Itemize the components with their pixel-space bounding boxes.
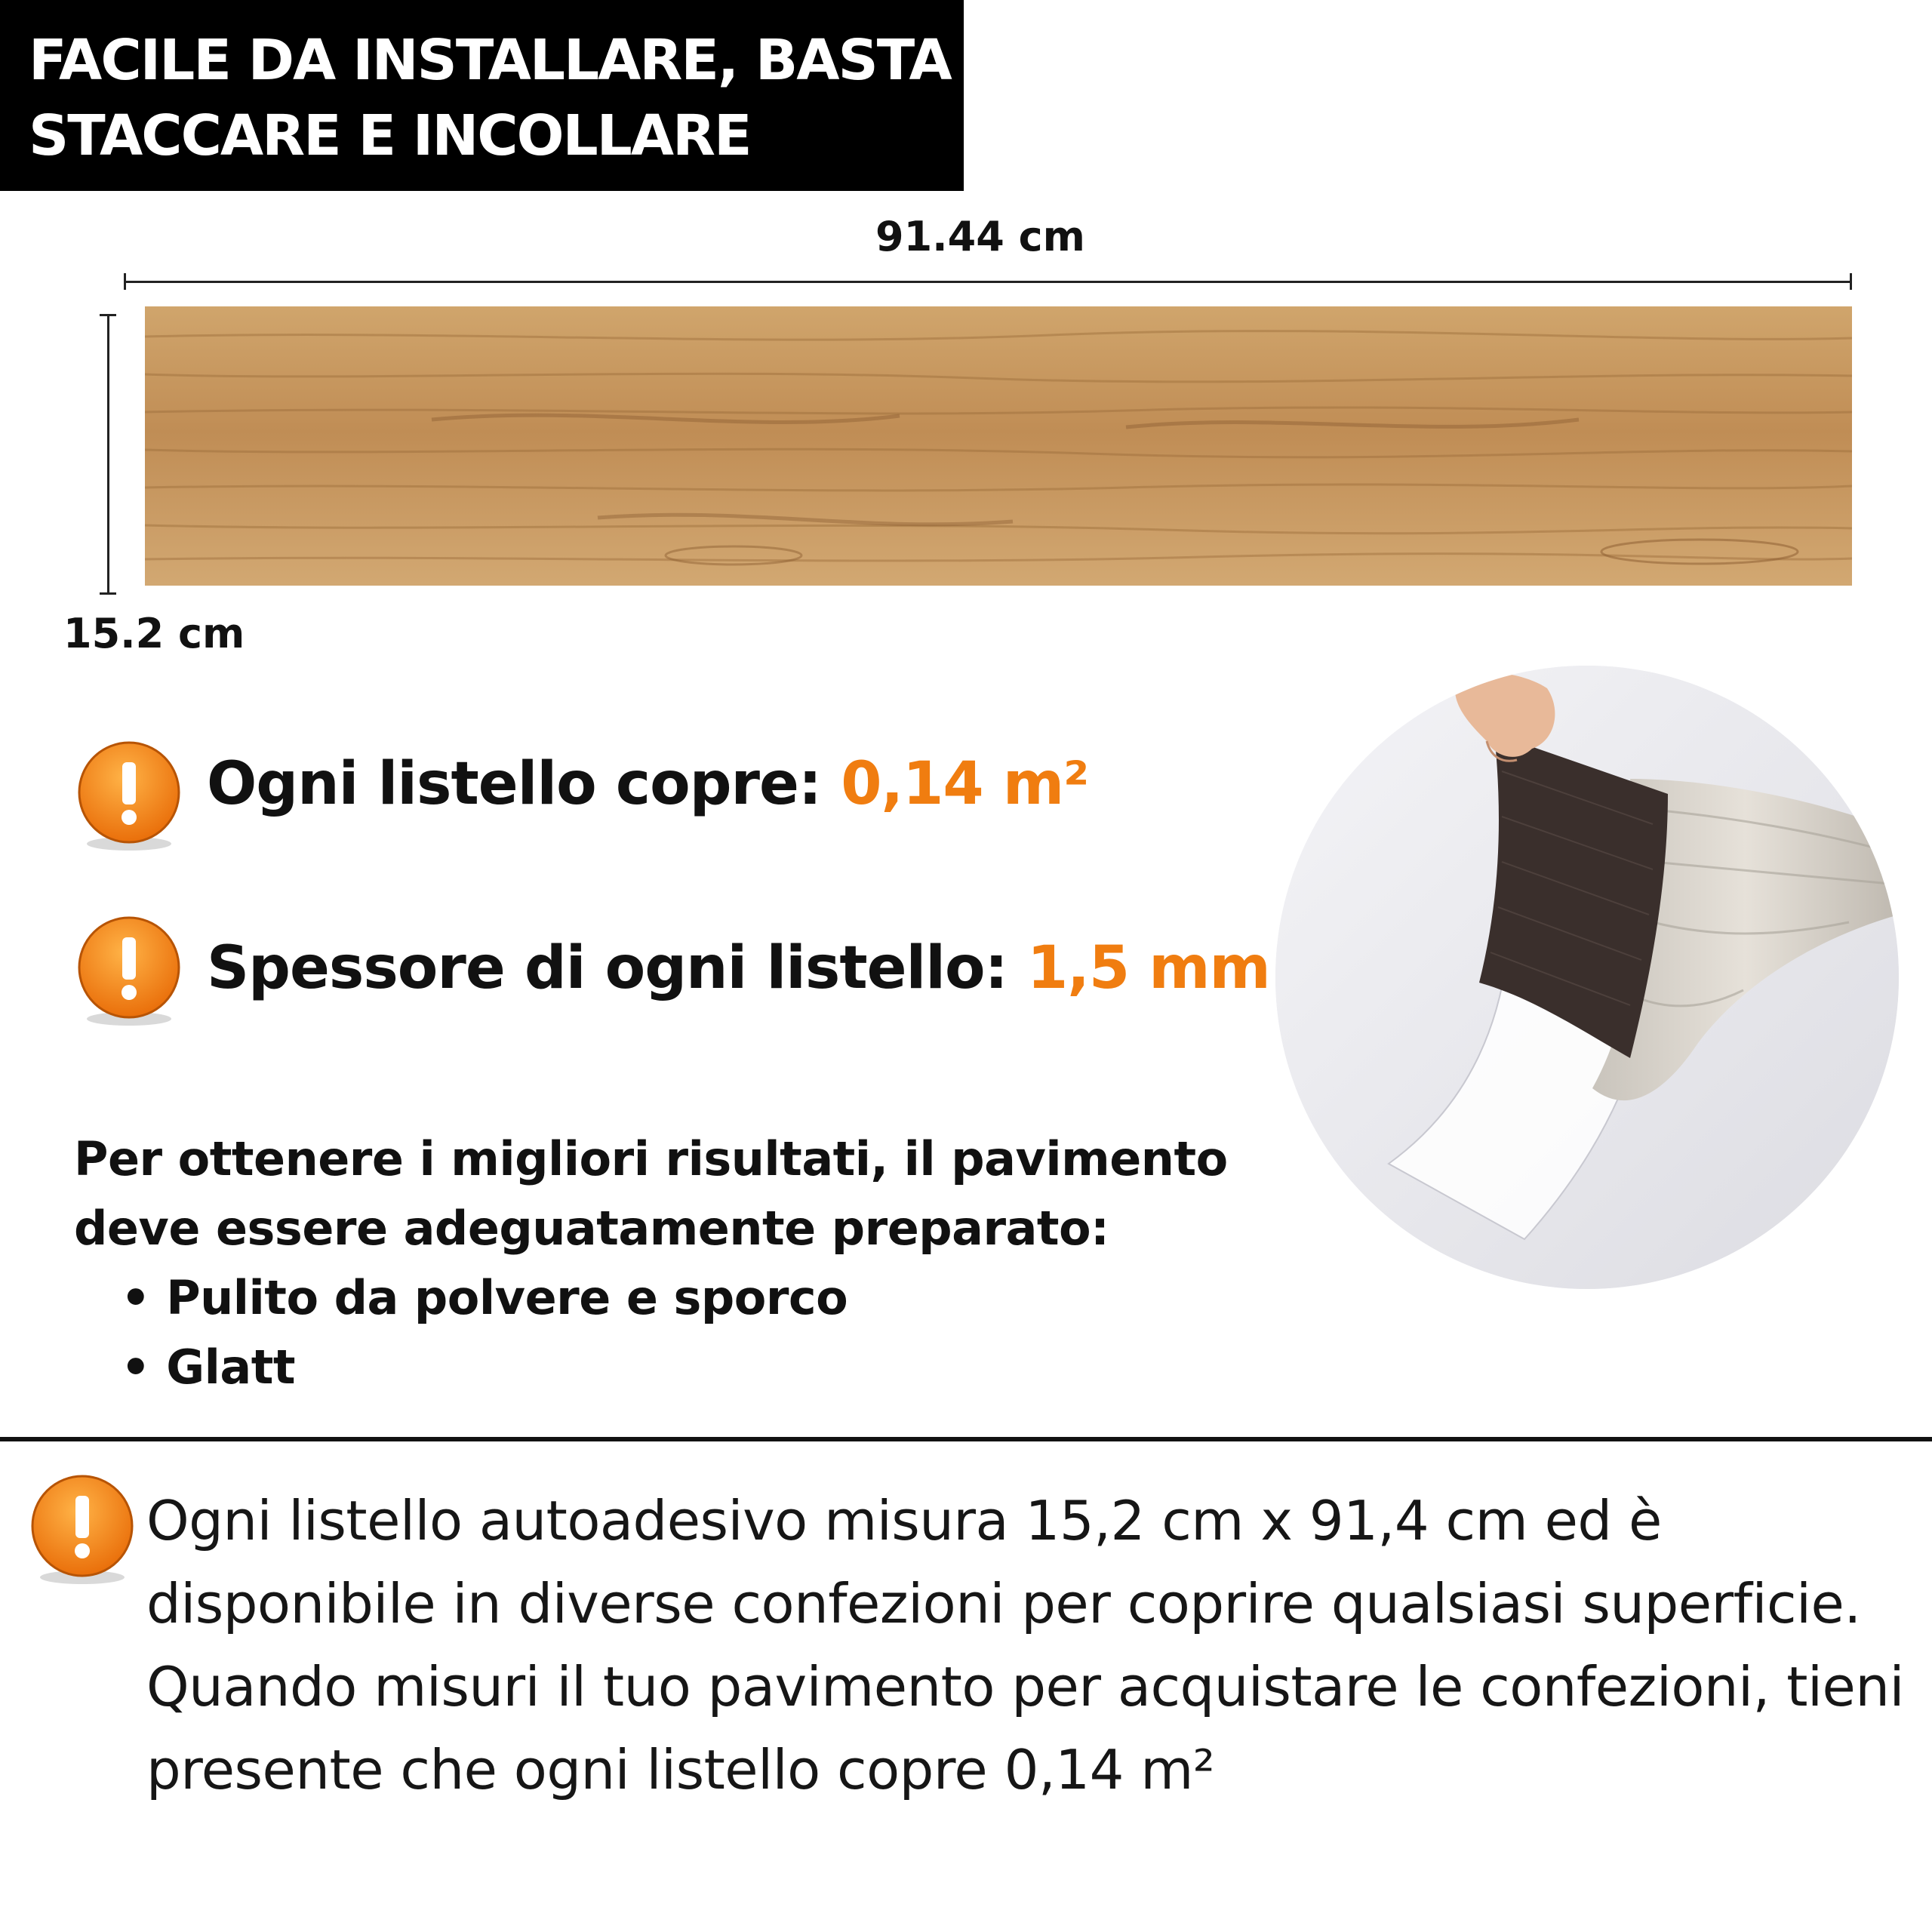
thickness-label: Spessore di ogni listello: <box>207 934 1027 1002</box>
coverage-value: 0,14 m² <box>841 750 1089 818</box>
length-label: 91.44 cm <box>875 213 1085 260</box>
coverage-label: Ogni listello copre: <box>207 750 841 818</box>
warning-icon <box>72 915 186 1028</box>
length-cap-left <box>124 273 126 290</box>
length-dimension-line <box>124 281 1852 283</box>
width-label: 15.2 cm <box>63 610 245 657</box>
width-cap-top <box>100 314 116 316</box>
preparation-item: • Glatt <box>121 1333 1228 1402</box>
thickness-value: 1,5 mm <box>1026 934 1270 1002</box>
preparation-block <box>74 1124 1228 1402</box>
peel-and-stick-photo <box>1275 666 1899 1289</box>
header-banner <box>0 0 964 191</box>
width-cap-bottom <box>100 592 116 595</box>
warning-icon <box>72 740 186 853</box>
section-divider <box>0 1437 1932 1441</box>
preparation-intro-1: Per ottenere i migliori risultati, il pavimento <box>74 1131 1228 1186</box>
preparation-item: • Pulito da polvere e sporco <box>121 1263 1228 1333</box>
thickness-feature <box>207 934 1270 1002</box>
banner-line-1: FACILE DA INSTALLARE, BASTA <box>29 28 951 93</box>
coverage-feature <box>207 750 1088 818</box>
product-note: Ogni listello autoadesivo misura 15,2 cm x 91,4 cm ed è disponibile in diverse confezioni per coprire qualsiasi superficie. Quando misuri il tuo pavimento per acquistare le confezioni, tieni presente che ogni listello copre 0,14 m² <box>146 1489 1904 1801</box>
preparation-list <box>74 1263 1228 1402</box>
wood-plank-image <box>145 306 1852 586</box>
banner-line-2: STACCARE E INCOLLARE <box>29 103 751 168</box>
preparation-intro-2: deve essere adeguatamente preparato: <box>74 1201 1109 1256</box>
warning-icon <box>26 1473 139 1586</box>
width-dimension-line <box>107 314 109 595</box>
length-cap-right <box>1850 273 1852 290</box>
